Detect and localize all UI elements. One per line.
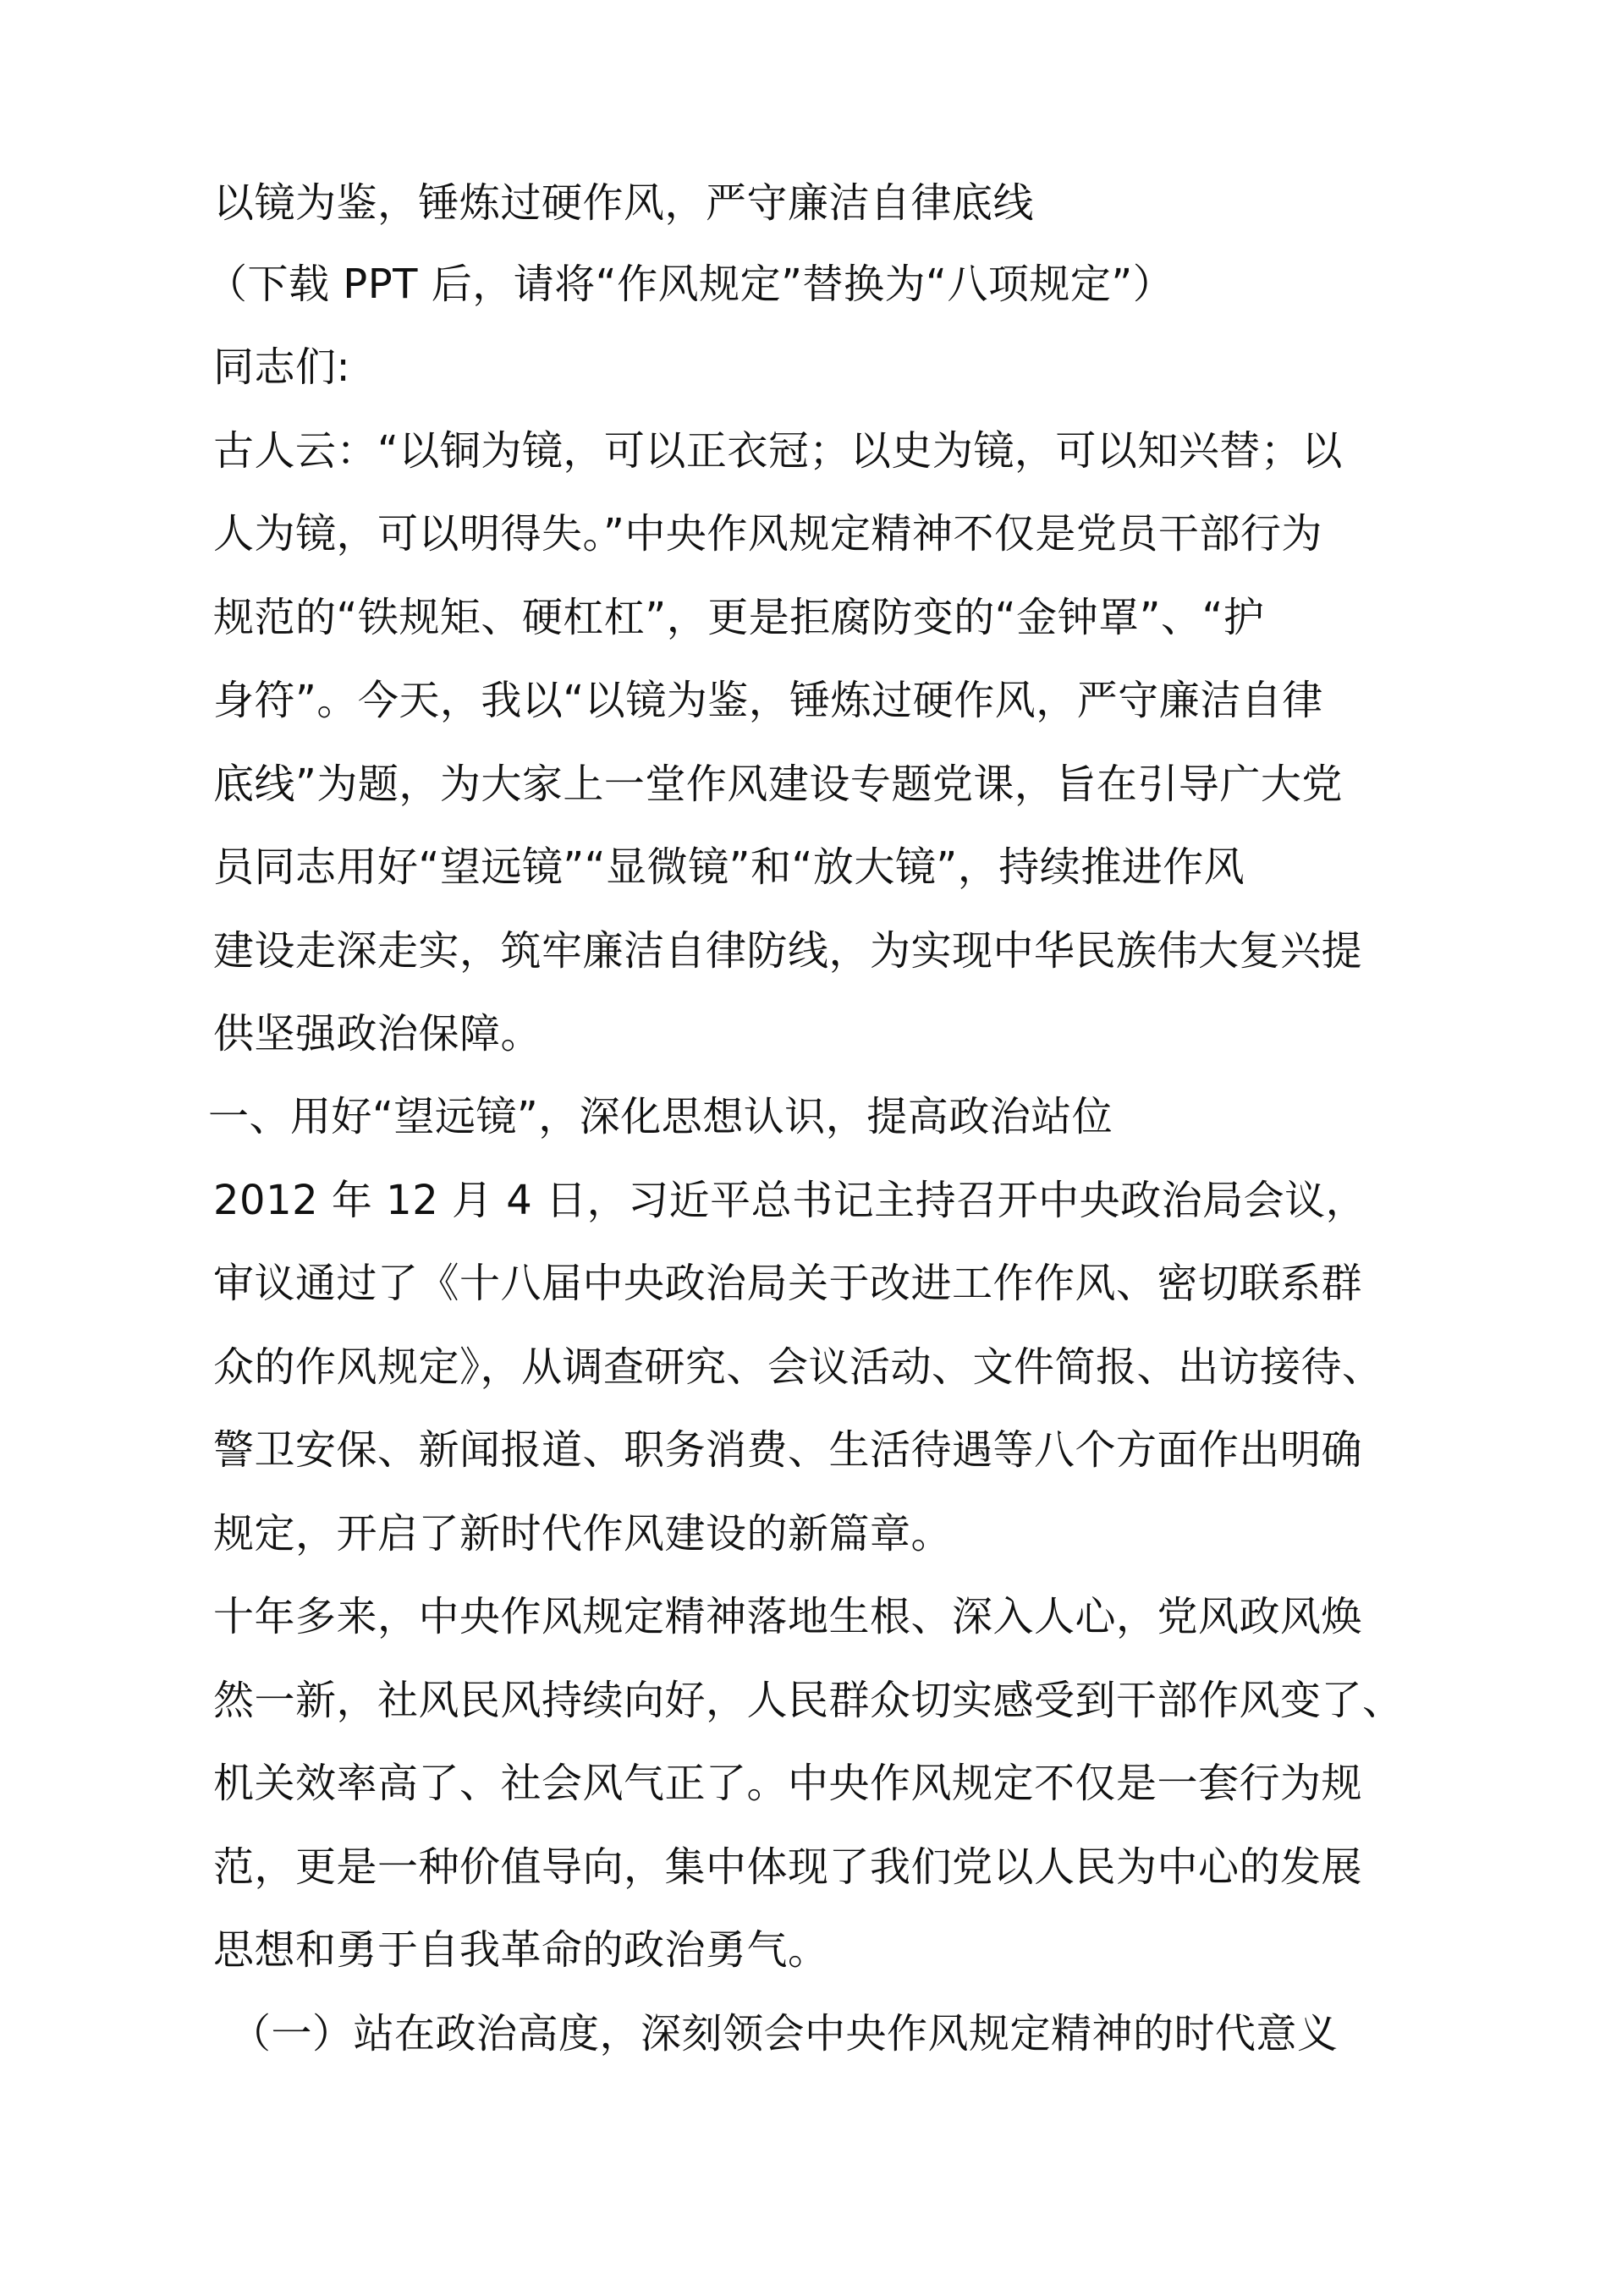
paragraph-line: 2012 年 12 月 4 日，习近平总书记主持召开中央政治局会议， xyxy=(213,1177,1367,1224)
document-title: 以镜为鉴，锤炼过硬作风，严守廉洁自律底线 xyxy=(213,179,1035,227)
paragraph-line: 众的作风规定》，从调查研究、会议活动、文件简报、出访接待、 xyxy=(213,1343,1383,1391)
intro-line: 建设走深走实，筑牢廉洁自律防线，为实现中华民族伟大复兴提 xyxy=(213,927,1363,975)
paragraph-line: 十年多来，中央作风规定精神落地生根、深入人心，党风政风焕 xyxy=(213,1593,1363,1640)
intro-line: 员同志用好“望远镜”“显微镜”和“放大镜”，持续推进作风 xyxy=(213,843,1245,891)
paragraph-line: 规定，开启了新时代作风建设的新篇章。 xyxy=(213,1510,953,1557)
subsection-heading: （一）站在政治高度，深刻领会中央作风规定精神的时代意义 xyxy=(230,2010,1339,2057)
intro-line: 古人云：“以铜为镜，可以正衣冠；以史为镜，可以知兴替；以 xyxy=(213,427,1343,475)
paragraph-line: 范，更是一种价值导向，集中体现了我们党以人民为中心的发展 xyxy=(213,1843,1363,1891)
paragraph-line: 审议通过了《十八届中央政治局关于改进工作作风、密切联系群 xyxy=(213,1260,1363,1307)
paragraph-line: 然一新，社风民风持续向好，人民群众切实感受到干部作风变了、 xyxy=(213,1677,1404,1724)
intro-line: 规范的“铁规矩、硬杠杠”，更是拒腐防变的“金钟罩”、“护 xyxy=(213,594,1265,641)
section-heading: 一、用好“望远镜”，深化思想认识，提高政治站位 xyxy=(208,1093,1113,1140)
intro-line: 供坚强政治保障。 xyxy=(213,1010,542,1057)
document-note: （下载 PPT 后，请将“作风规定”替换为“八项规定”） xyxy=(206,261,1174,308)
intro-line: 人为镜，可以明得失。”中央作风规定精神不仅是党员干部行为 xyxy=(213,510,1322,558)
paragraph-line: 警卫安保、新闻报道、职务消费、生活待遇等八个方面作出明确 xyxy=(213,1426,1363,1474)
paragraph-line: 思想和勇于自我革命的政治勇气。 xyxy=(213,1926,829,1974)
paragraph-line: 机关效率高了、社会风气正了。中央作风规定不仅是一套行为规 xyxy=(213,1760,1363,1807)
salutation: 同志们: xyxy=(213,343,351,391)
intro-line: 底线”为题，为大家上一堂作风建设专题党课，旨在引导广大党 xyxy=(213,761,1343,808)
intro-line: 身符”。今天，我以“以镜为鉴，锤炼过硬作风，严守廉洁自律 xyxy=(213,677,1323,724)
